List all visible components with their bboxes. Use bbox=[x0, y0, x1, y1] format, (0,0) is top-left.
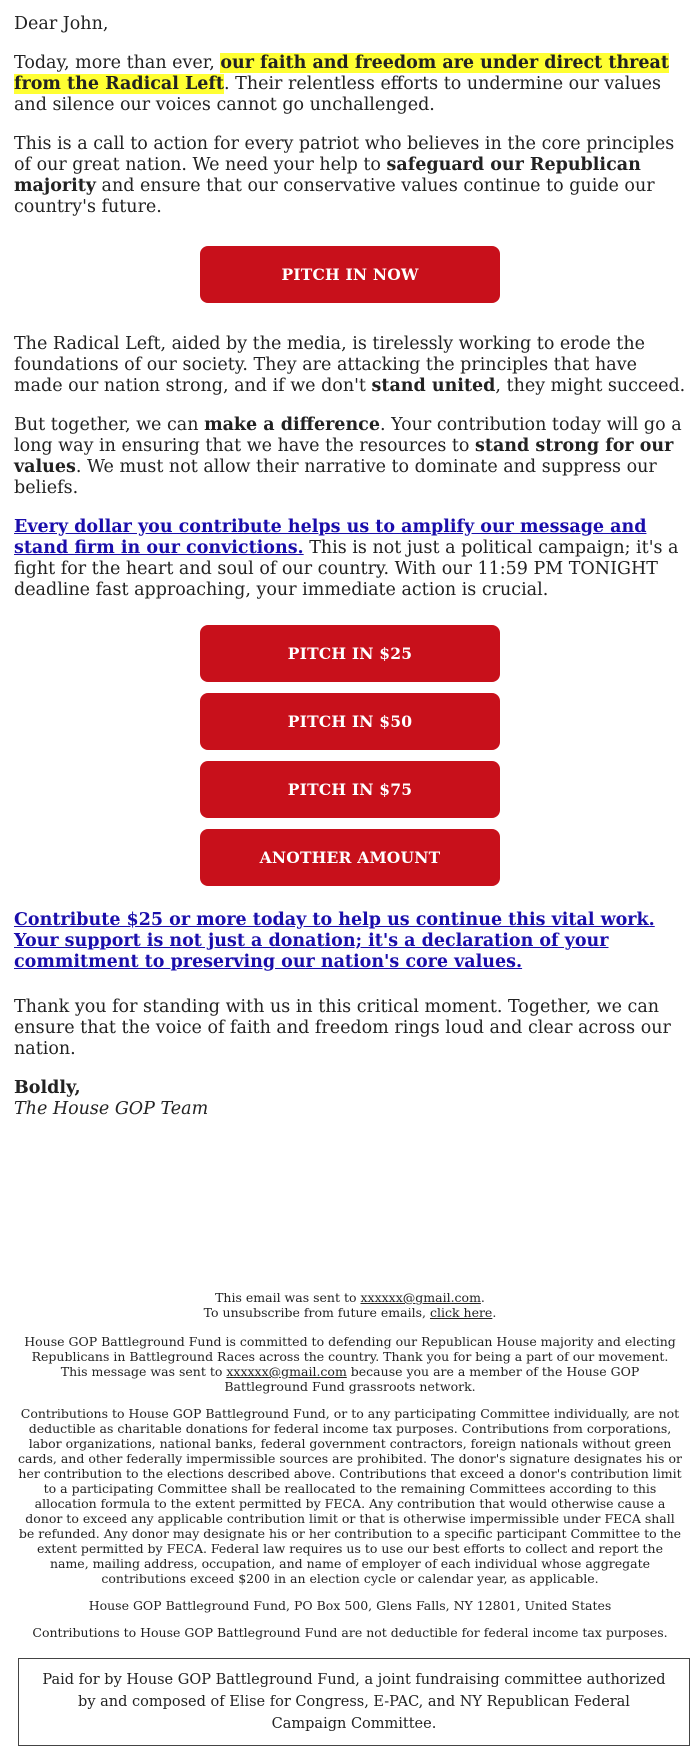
paragraph-radical-pre: The Radical Left, aided by the media, is tirelessly working to erode the foundations of our society. They are attacking the principles that have made our nation strong, and if we don't bbox=[14, 334, 645, 396]
paragraph-together-mid: . Your contribution today will go a long way in ensuring that we have the resources to bbox=[14, 415, 682, 456]
signoff-team: The House GOP Team bbox=[14, 1099, 209, 1119]
paragraph-together bbox=[14, 415, 686, 499]
paragraph-together-bold-2: stand strong for our values bbox=[14, 436, 674, 477]
pitch-in-50-button[interactable]: PITCH IN $50 bbox=[200, 693, 500, 750]
paragraph-threat bbox=[14, 53, 686, 116]
footer-unsub-post: . bbox=[492, 1305, 497, 1320]
paragraph-cta-post: and ensure that our conservative values continue to guide our country's future. bbox=[14, 176, 655, 217]
paragraph-radical-left bbox=[14, 334, 686, 397]
footer-sent-post: . bbox=[480, 1290, 485, 1305]
paragraph-together-pre: But together, we can bbox=[14, 415, 205, 435]
paragraph-threat-post: . Their relentless efforts to undermine our values and silence our voices cannot go unchallenged. bbox=[14, 74, 661, 115]
paragraph-threat-pre: Today, more than ever, bbox=[14, 53, 221, 73]
paragraph-call-to-action bbox=[14, 134, 686, 218]
footer bbox=[14, 1290, 686, 1746]
unsubscribe-link[interactable]: click here bbox=[429, 1305, 493, 1320]
pitch-now-row bbox=[14, 246, 686, 303]
greeting: Dear John, bbox=[14, 14, 109, 34]
paragraph-every-dollar-post: This is not just a political campaign; it's a fight for the heart and soul of our country. With our 11:59 PM TONIGHT deadline fast approaching, your immediate action is crucial. bbox=[14, 538, 679, 600]
footer-sent-to bbox=[18, 1290, 682, 1320]
footer-about-post: because you are a member of the House GOP Battleground Fund grassroots network. bbox=[224, 1364, 640, 1394]
paragraph-together-bold-1: make a difference bbox=[204, 415, 380, 435]
footer-email-link[interactable]: xxxxxx@gmail.com bbox=[360, 1290, 481, 1305]
contribute-link[interactable]: Contribute $25 or more today to help us continue this vital work. Your support is not just a donation; it's a declaration of your commitment to preserving our nation's core values. bbox=[14, 910, 655, 972]
paid-for-text: Paid for by House GOP Battleground Fund, a joint fundraising committee authorized by and composed of Elise for Congress, E-PAC, and NY Republican Federal Campaign Committee. bbox=[42, 1672, 666, 1732]
paragraph-radical-post: , they might succeed. bbox=[495, 376, 686, 396]
signoff-closing: Boldly, bbox=[14, 1078, 81, 1098]
footer-about bbox=[18, 1334, 682, 1394]
paragraph-together-post: . We must not allow their narrative to dominate and suppress our beliefs. bbox=[14, 457, 657, 498]
highlighted-threat-text: our faith and freedom are under direct threat from the Radical Left bbox=[14, 53, 669, 94]
signoff bbox=[14, 1078, 686, 1120]
footer-legal: Contributions to House GOP Battleground Fund, or to any participating Committee individually, are not deductible as charitable donations for federal income tax purposes. Contributions from corporations, labor organizations, national banks, federal government contractors, foreign nationals without green cards, and other federally impermissible sources are prohibited. The donor's signature designates his or her contribution to the elections described above. Contributions that exceed a donor's contribution limit to a participating Committee shall be reallocated to the remaining Committees according to this allocation formula to the extent permitted by FECA. Any contribution that would otherwise cause a donor to exceed any applicable contribution limit or that is otherwise impermissible under FECA shall be refunded. Any donor may designate his or her contribution to a specific participant Committee to the extent permitted by FECA. Federal law requires us to use our best efforts to collect and report the name, mailing address, occupation, and name of employer of each individual whose aggregate contributions exceed $200 in an election cycle or calendar year, as applicable. bbox=[18, 1406, 682, 1586]
paragraph-every-dollar bbox=[14, 517, 686, 601]
paragraph-cta-pre: This is a call to action for every patriot who believes in the core principles of our great nation. We need your help to bbox=[14, 134, 675, 175]
footer-unsub-pre: To unsubscribe from future emails, bbox=[203, 1305, 430, 1320]
paid-for-box bbox=[18, 1658, 690, 1746]
pitch-in-75-button[interactable]: PITCH IN $75 bbox=[200, 761, 500, 818]
footer-sent-pre: This email was sent to bbox=[215, 1290, 361, 1305]
paragraph-radical-bold: stand united bbox=[371, 376, 496, 396]
footer-about-email-link[interactable]: xxxxxx@gmail.com bbox=[226, 1364, 347, 1379]
paragraph-contribute bbox=[14, 910, 686, 973]
pitch-in-25-button[interactable]: PITCH IN $25 bbox=[200, 625, 500, 682]
footer-address: House GOP Battleground Fund, PO Box 500, Glens Falls, NY 12801, United States bbox=[88, 1598, 612, 1613]
footer-about-pre: House GOP Battleground Fund is committed to defending our Republican House majority and electing Republicans in Battleground Races across the country. Thank you for being a part of our movement. This message was sent to bbox=[24, 1334, 676, 1379]
donation-buttons bbox=[14, 625, 686, 897]
pitch-in-now-button[interactable]: PITCH IN NOW bbox=[200, 246, 500, 303]
another-amount-button[interactable]: ANOTHER AMOUNT bbox=[200, 829, 500, 886]
every-dollar-link[interactable]: Every dollar you contribute helps us to amplify our message and stand firm in our convictions. bbox=[14, 517, 647, 558]
paragraph-cta-bold: safeguard our Republican majority bbox=[14, 155, 641, 196]
paragraph-thank-you: Thank you for standing with us in this critical moment. Together, we can ensure that the voice of faith and freedom rings loud and clear across our nation. bbox=[14, 997, 671, 1059]
footer-deductible: Contributions to House GOP Battleground Fund are not deductible for federal income tax purposes. bbox=[32, 1625, 668, 1640]
